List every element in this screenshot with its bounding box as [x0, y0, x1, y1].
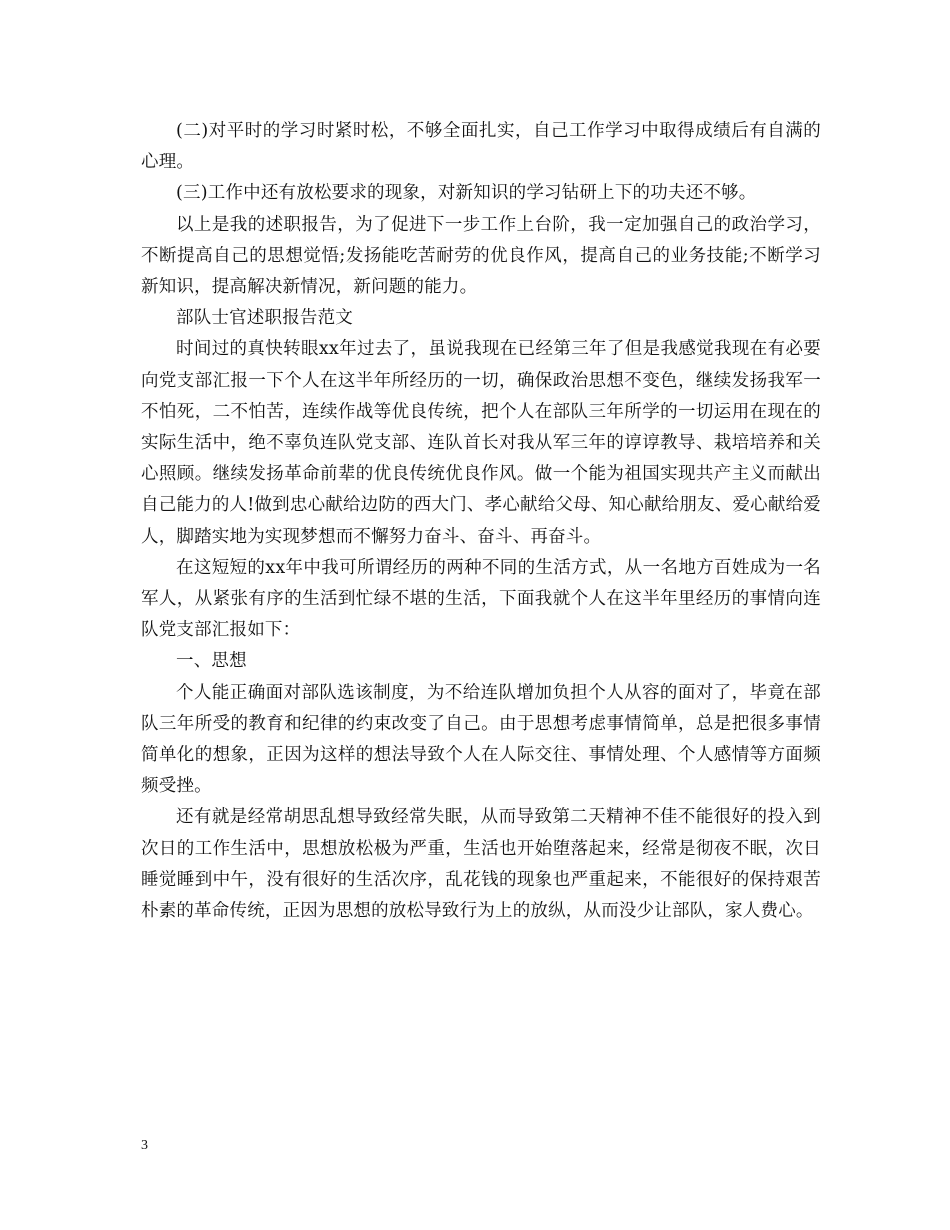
paragraph-thought-two: 还有就是经常胡思乱想导致经常失眠，从而导致第二天精神不佳不能很好的投入到次日的工作生活中，思想放松极为严重，生活也开始堕落起来，经常是彻夜不眠，次日睡觉睡到中午，没有很好的生活次序，乱花钱的现象也严重起来，不能很好的保持艰苦朴素的革命传统，正因为思想的放松导致行为上的放纵，从而没少让部队，家人费心。 [141, 807, 821, 922]
paragraph-thought-one: 个人能正确面对部队选该制度，为不给连队增加负担个人从容的面对了，毕竟在部队三年所受的教育和纪律的约束改变了自己。由于思想考虑事情简单，总是把很多事情简单化的想象，正因为这样的想法导致个人在人际交往、事情处理、个人感情等方面频频受挫。 [141, 682, 821, 797]
paragraph-intro: 时间过的真快转眼xx年过去了，虽说我现在已经第三年了但是我感觉我现在有必要向党支部汇报一下个人在这半年所经历的一切，确保政治思想不变色，继续发扬我军一不怕死，二不怕苦，连续作战等优良传统，把个人在部队三年所学的一切运用在现在的实际生活中，绝不辜负连队党支部、连队首长对我从军三年的谆谆教导、栽培培养和关心照顾。继续发扬革命前辈的优良传统优良作风。做一个能为祖国实现共产主义而献出自己能力的人!做到忠心献给边防的西大门、孝心献给父母、知心献给朋友、爱心献给爱人，脚踏实地为实现梦想而不懈努力奋斗、奋斗、再奋斗。 [141, 339, 821, 547]
subheading-thought: 一、思想 [176, 651, 247, 672]
paragraph-point-three: (三)工作中还有放松要求的现象，对新知识的学习钻研上下的功夫还不够。 [176, 183, 757, 204]
page-number: 3 [141, 1138, 148, 1153]
section-heading: 部队士官述职报告范文 [176, 308, 353, 329]
paragraph-point-two: (二)对平时的学习时紧时松，不够全面扎实，自己工作学习中取得成绩后有自满的心理。 [141, 121, 821, 173]
paragraph-experience: 在这短短的xx年中我可所谓经历的两种不同的生活方式，从一名地方百姓成为一名军人，从紧张有序的生活到忙绿不堪的生活，下面我就个人在这半年里经历的事情向连队党支部汇报如下： [141, 557, 821, 641]
document-body [141, 116, 821, 927]
paragraph-conclusion: 以上是我的述职报告，为了促进下一步工作上台阶，我一定加强自己的政治学习，不断提高自己的思想觉悟;发扬能吃苦耐劳的优良作风，提高自己的业务技能;不断学习新知识，提高解决新情况，新问题的能力。 [141, 214, 821, 298]
